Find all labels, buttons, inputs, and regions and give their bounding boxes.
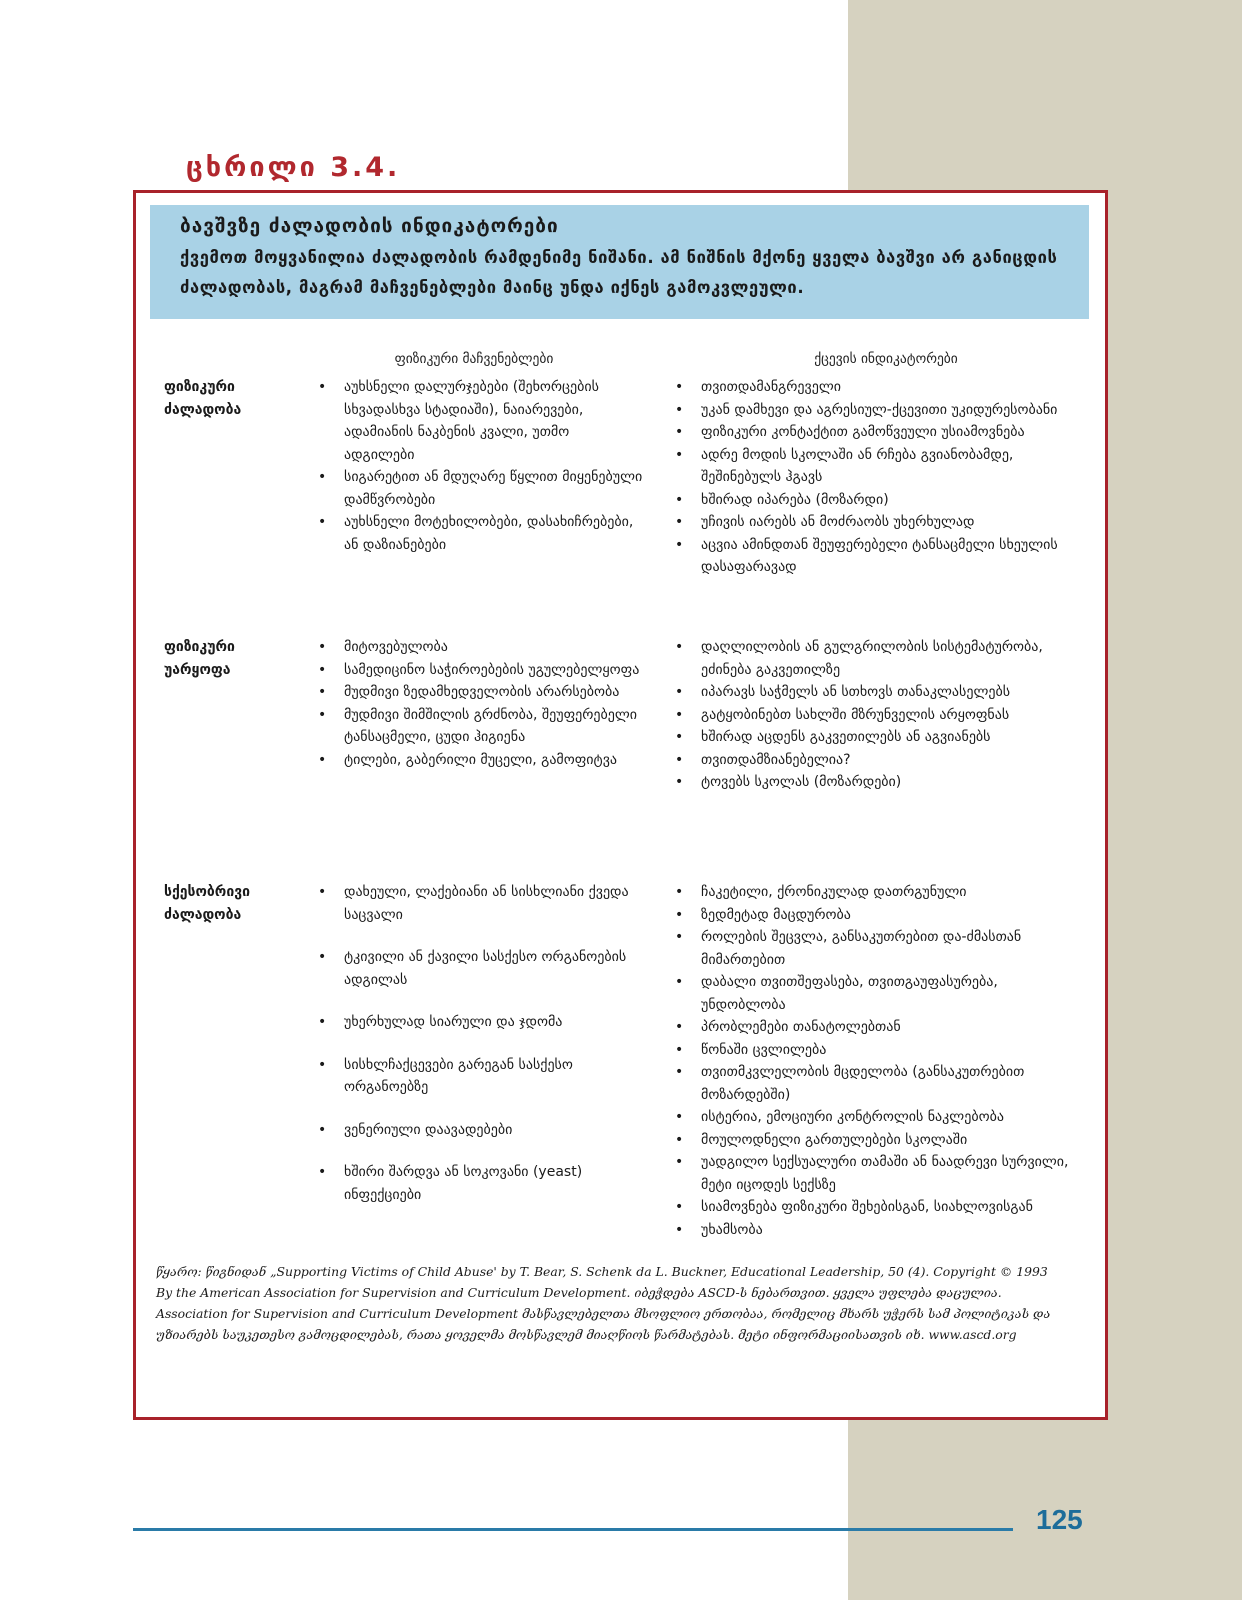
list-item: • ვენერიული დაავადებები	[318, 1121, 513, 1138]
list-item: • მოულოდნელი გართულებები სკოლაში	[675, 1131, 968, 1148]
behavior-indicators-list	[671, 881, 1071, 1241]
page-number: 125	[1036, 1504, 1083, 1535]
behavior-indicators-list	[671, 376, 1071, 579]
list-item: • უკან დამხევი და აგრესიულ-ქცევითი უკიდურესობანი	[675, 401, 1058, 418]
list-item: • სიგარეტით ან მდუღარე წყლით მიყენებული დამწვრობები	[318, 469, 643, 508]
list-item: • პრობლემები თანატოლებთან	[675, 1019, 901, 1035]
list-item: • გატყობინებთ სახლში მზრუნველის არყოფნას	[675, 706, 1010, 723]
column-header-physical: ფიზიკური მაჩვენებლები	[394, 351, 554, 367]
list-item: • თვითდამზიანებელია?	[675, 751, 851, 768]
list-item: • იპარავს საჭმელს ან სთხოვს თანაკლასელებს	[675, 684, 1011, 700]
physical-indicators-list	[314, 636, 644, 771]
physical-indicators-list	[314, 881, 644, 1226]
list-item: • დაბალი თვითშეფასება, თვითგაუფასურება, უნდობლობა	[675, 974, 998, 1013]
list-item: • მუდმივი შიმშილის გრძნობა, შეუფერებელი ტანსაცმელი, ცუდი ჰიგიენა	[318, 706, 637, 745]
list-item: • ხშირად აცდენს გაკვეთილებს ან აგვიანებს	[675, 729, 991, 745]
list-item: • ხშირად იპარება (მოზარდი)	[675, 491, 889, 508]
list-item: • ჩაკეტილი, ქრონიკულად დათრგუნული	[675, 884, 967, 900]
list-item: • აუხსნელი მოტეხილობები, დასახიჩრებები, ან დაზიანებები	[318, 514, 634, 553]
list-item: • აუხსნელი დალურჯებები (შეხორცების სხვადასხვა სტადიაში), ნაიარევები, ადამიანის ნაკბენის კვალი, უთმო ადგილები	[318, 379, 599, 463]
physical-indicators-list	[314, 376, 644, 556]
banner-description: ქვემოთ მოყვანილია ძალადობის რამდენიმე ნიშანი. ამ ნიშნის მქონე ყველა ბავშვი არ განიცდის ძალადობას, მაგრამ მაჩვენებლები მაინც უნდა იქნეს გამოკვლეული.	[180, 248, 1058, 297]
list-item: • უადგილო სექსუალური თამაში ან ნაადრევი სურვილი, მეტი იცოდეს სექსზე	[675, 1154, 1069, 1193]
header-banner	[150, 205, 1089, 319]
list-item: • ისტერია, ემოციური კონტროლის ნაკლებობა	[675, 1109, 1004, 1125]
source-note: წყარო: წიგნიდან „Supporting Victims of Child Abuse' by T. Bear, S. Schenk da L. Buckner, Educational Leadership, 50 (4). Copyright © 1993 By the American Association for Supervision and Curriculum Development. იბეჭდება ASCD-ს ნებართვით. ყველა უფლება დაცულია. Association for Supervision and Curriculum Development მასწავლებელთა მსოფლიო ერთობაა, რომელიც მხარს უჭერს სამ პოლიტიკას და უზიარებს საუკეთესო გამოცდილებას, რათა ყოველმა მოსწავლემ მიაღწიოს წარმატებას. მეტი ინფორმაციისათვის იხ. www.ascd.org	[156, 1264, 1051, 1342]
table-frame	[133, 190, 1108, 1420]
list-item: • უხერხულად სიარული და ჯდომა	[318, 1014, 563, 1030]
section-label: ფიზიკური ძალადობა	[164, 379, 242, 418]
list-item: • სამედიცინო საჭიროებების უგულებელყოფა	[318, 661, 640, 678]
list-item: • ტკივილი ან ქავილი სასქესო ორგანოების ადგილას	[318, 949, 627, 988]
list-item: • აცვია ამინდთან შეუფერებელი ტანსაცმელი სხეულის დასაფარავად	[675, 536, 1058, 575]
table-title: ცხრილი 3.4.	[186, 152, 401, 183]
list-item: • თვითდამანგრეველი	[675, 379, 841, 395]
list-item: • ტოვებს სკოლას (მოზარდები)	[675, 774, 902, 790]
list-item: • დახეული, ლაქებიანი ან სისხლიანი ქვედა საცვალი	[318, 884, 629, 923]
list-item: • დაღლილობის ან გულგრილობის სისტემატურობა, ეძინება გაკვეთილზე	[675, 639, 1043, 678]
footer-rule	[133, 1528, 1013, 1531]
banner-heading: ბავშვზე ძალადობის ინდიკატორები	[180, 215, 559, 237]
list-item: • მუდმივი ზედამხედველობის არარსებობა	[318, 684, 620, 700]
behavior-indicators-list	[671, 636, 1071, 794]
list-item: • უჩივის იარებს ან მოძრაობს უხერხულად	[675, 514, 975, 530]
column-header-behavior: ქცევის ინდიკატორები	[814, 351, 958, 367]
list-item: • ადრე მოდის სკოლაში ან რჩება გვიანობამდე, შეშინებულს ჰგავს	[675, 446, 1014, 485]
section-label: ფიზიკური უარყოფა	[164, 639, 235, 678]
list-item: • მიტოვებულობა	[318, 639, 448, 655]
list-item: • ზედმეტად მაცდურობა	[675, 906, 851, 923]
list-item: • ხშირი შარდვა ან სოკოვანი (yeast) ინფექციები	[318, 1164, 583, 1203]
list-item: • წონაში ცვლილება	[675, 1041, 827, 1058]
list-item: • თვითმკვლელობის მცდელობა (განსაკუთრებით მოზარდებში)	[675, 1064, 1025, 1103]
list-item: • როლების შეცვლა, განსაკუთრებით და-ძმასთან მიმართებით	[675, 929, 1022, 968]
section-label: სქესობრივი ძალადობა	[164, 884, 251, 923]
list-item: • სიამოვნება ფიზიკური შეხებისგან, სიახლოვისგან	[675, 1199, 1033, 1215]
list-item: • უხამსობა	[675, 1221, 763, 1238]
list-item: • ტილები, გაბერილი მუცელი, გამოფიტვა	[318, 751, 617, 768]
list-item: • სისხლჩაქცევები გარეგან სასქესო ორგანოებზე	[318, 1056, 573, 1095]
list-item: • ფიზიკური კონტაქტით გამოწვეული უსიამოვნება	[675, 424, 1025, 440]
